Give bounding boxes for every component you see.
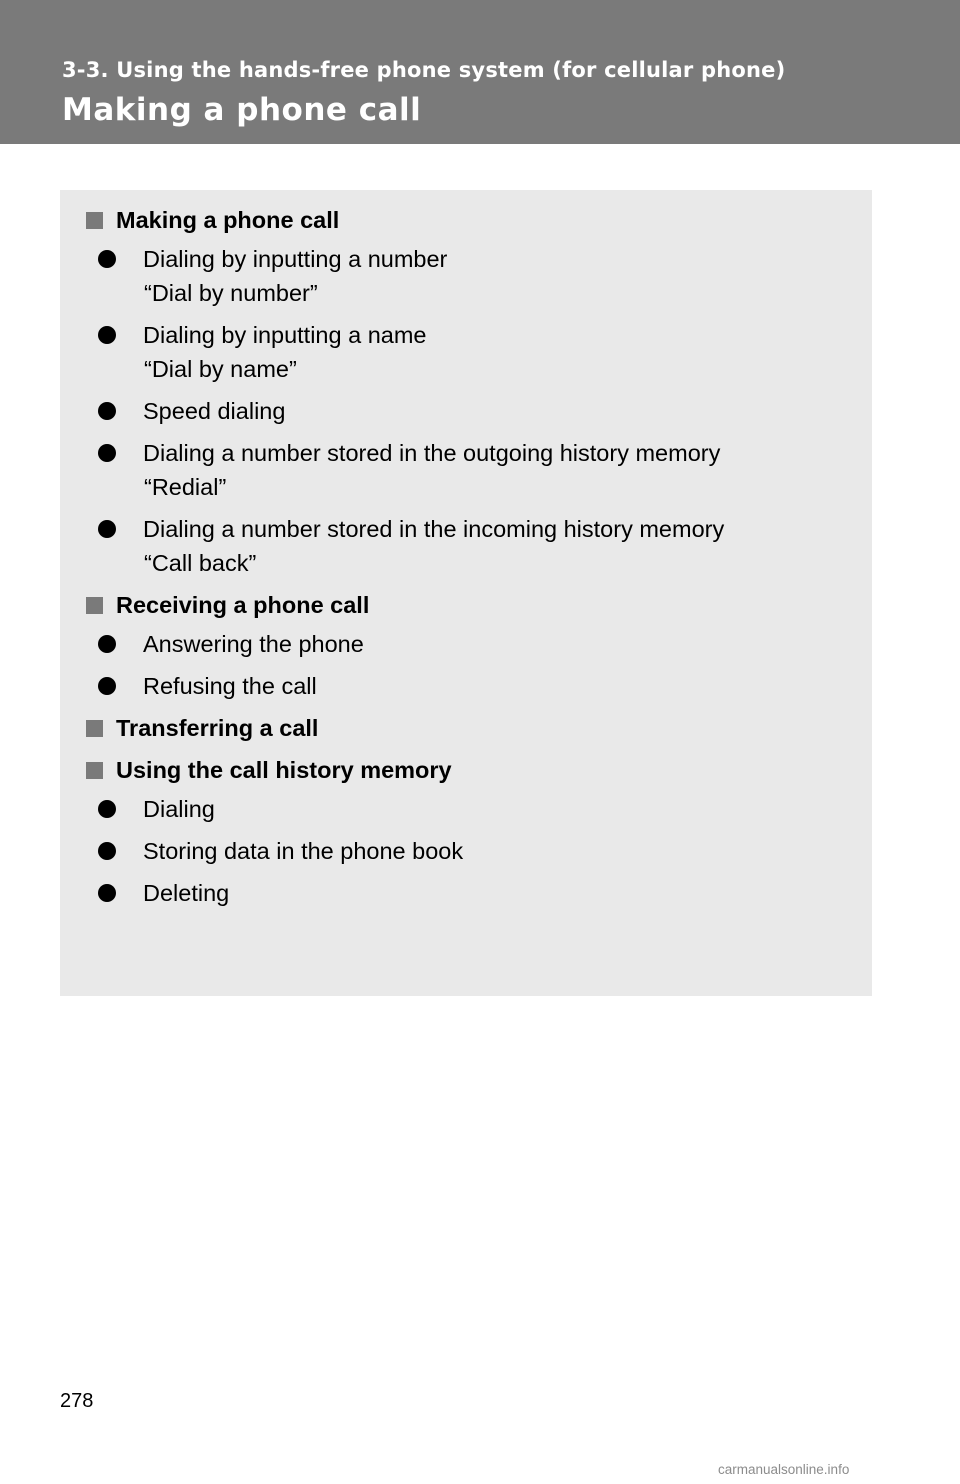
list-item xyxy=(98,669,856,703)
list-item-text: Refusing the call xyxy=(143,672,317,699)
round-bullet-icon xyxy=(98,520,116,538)
topic-group xyxy=(86,588,856,703)
list-item-subtext: “Dial by number” xyxy=(144,280,318,306)
list-item xyxy=(98,242,856,310)
square-bullet-icon xyxy=(86,212,103,229)
round-bullet-icon xyxy=(98,800,116,818)
list-item-text: Dialing by inputting a name xyxy=(143,321,427,348)
group-heading-text: Using the call history memory xyxy=(116,756,452,783)
list-item-text: Dialing a number stored in the outgoing history memory xyxy=(143,439,721,466)
page-number: 278 xyxy=(60,1390,94,1412)
list-item xyxy=(98,394,856,428)
group-heading xyxy=(86,588,856,622)
list-item-text: Speed dialing xyxy=(143,397,286,424)
square-bullet-icon xyxy=(86,597,103,614)
topic-outline xyxy=(86,203,856,918)
round-bullet-icon xyxy=(98,842,116,860)
watermark: carmanualsonline.info xyxy=(718,1462,850,1477)
list-item-text: Dialing a number stored in the incoming history memory xyxy=(143,515,725,542)
round-bullet-icon xyxy=(98,677,116,695)
group-heading xyxy=(86,753,856,787)
list-item-subtext: “Call back” xyxy=(144,550,257,576)
list-item-text: Answering the phone xyxy=(143,630,364,657)
square-bullet-icon xyxy=(86,720,103,737)
list-item-subtext: “Redial” xyxy=(144,474,227,500)
list-item-text: Storing data in the phone book xyxy=(143,837,464,864)
list-item xyxy=(98,834,856,868)
topic-group xyxy=(86,203,856,580)
list-item xyxy=(98,876,856,910)
round-bullet-icon xyxy=(98,635,116,653)
round-bullet-icon xyxy=(98,402,116,420)
list-item xyxy=(98,512,856,580)
list-item xyxy=(98,318,856,386)
round-bullet-icon xyxy=(98,326,116,344)
group-heading-text: Receiving a phone call xyxy=(116,591,370,618)
section-label: 3-3. Using the hands-free phone system (for cellular phone) xyxy=(62,58,786,82)
page-title: Making a phone call xyxy=(62,92,422,128)
group-heading-text: Transferring a call xyxy=(116,714,319,741)
round-bullet-icon xyxy=(98,884,116,902)
round-bullet-icon xyxy=(98,250,116,268)
list-item xyxy=(98,627,856,661)
round-bullet-icon xyxy=(98,444,116,462)
group-heading xyxy=(86,711,856,745)
topic-group xyxy=(86,753,856,910)
list-item-text: Dialing xyxy=(143,795,215,822)
group-heading xyxy=(86,203,856,237)
list-item-text: Dialing by inputting a number xyxy=(143,245,448,272)
list-item xyxy=(98,436,856,504)
list-item-text: Deleting xyxy=(143,879,230,906)
list-item xyxy=(98,792,856,826)
square-bullet-icon xyxy=(86,762,103,779)
list-item-subtext: “Dial by name” xyxy=(144,356,297,382)
group-heading-text: Making a phone call xyxy=(116,206,340,233)
header-band xyxy=(0,0,960,144)
topic-group xyxy=(86,711,856,745)
